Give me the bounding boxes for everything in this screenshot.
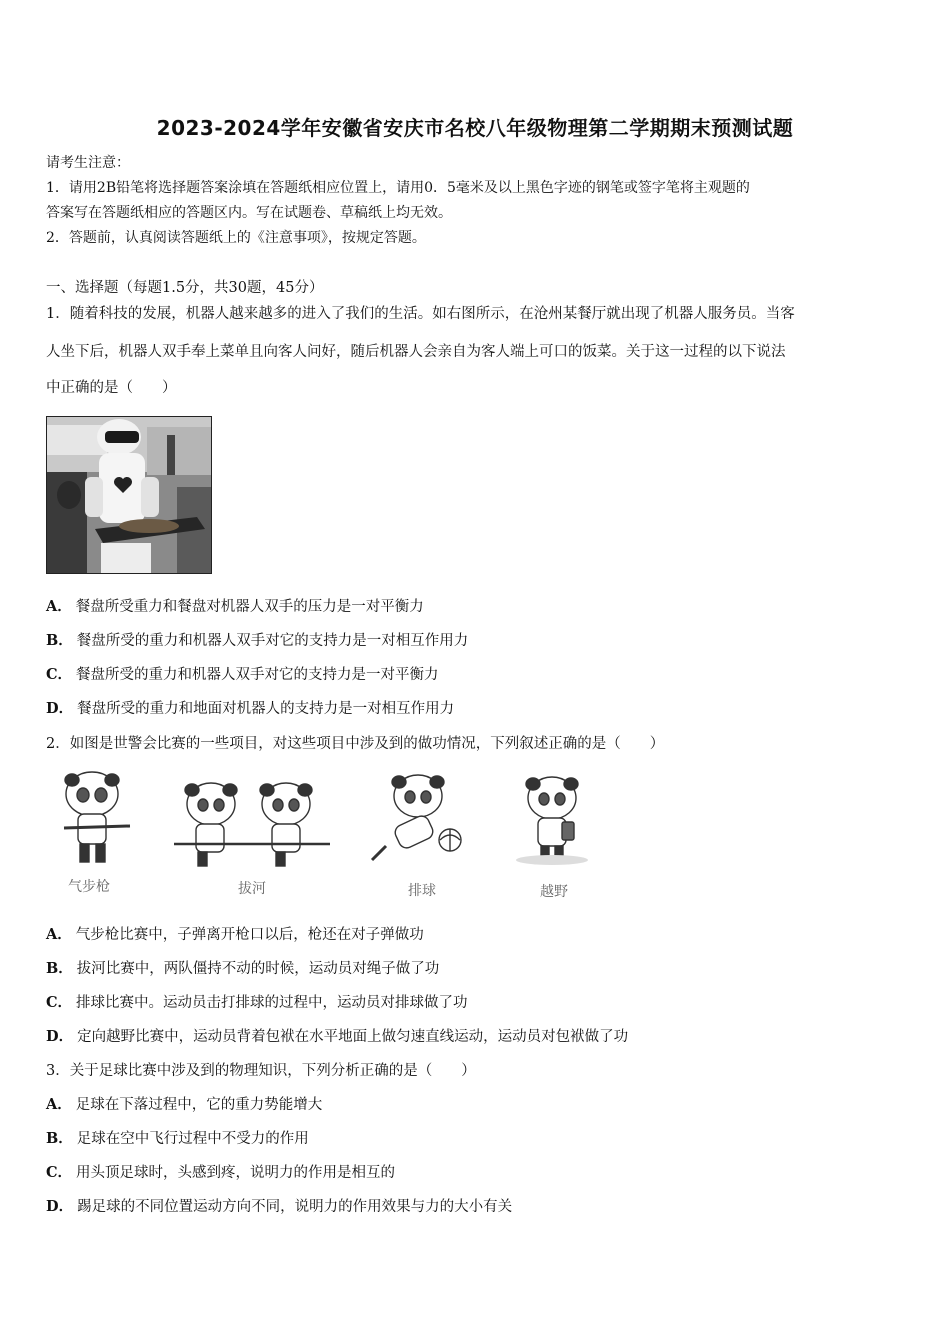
option-letter: A． xyxy=(46,1096,72,1113)
option-text: 足球在下落过程中，它的重力势能增大 xyxy=(75,1097,323,1113)
q2-option-d xyxy=(46,1025,628,1046)
caption-air-rifle: 气步枪 xyxy=(68,879,110,895)
option-text: 餐盘所受的重力和机器人双手对它的支持力是一对相互作用力 xyxy=(76,633,469,649)
q3-option-a xyxy=(46,1093,322,1114)
option-text: 定向越野比赛中，运动员背着包袱在水平地面上做匀速直线运动，运动员对包袱做了功 xyxy=(77,1029,629,1045)
panda-illustrations xyxy=(46,768,606,908)
q2-option-a xyxy=(46,923,424,944)
q1-option-d xyxy=(46,697,454,718)
caption-tug-of-war: 拔河 xyxy=(238,881,266,897)
q1-stem-line-2: 人坐下后，机器人双手奉上菜单且向客人问好，随后机器人会亲自为客人端上可口的饭菜。关于这一过程的以下说法 xyxy=(46,344,786,360)
option-letter: B． xyxy=(46,632,73,649)
notice-heading: 请考生注意： xyxy=(46,155,130,171)
option-letter: A． xyxy=(46,926,72,943)
caption-volleyball: 排球 xyxy=(408,883,436,899)
option-text: 踢足球的不同位置运动方向不同，说明力的作用效果与力的大小有关 xyxy=(77,1199,513,1215)
option-letter: C． xyxy=(46,994,73,1011)
q2-option-b xyxy=(46,957,439,978)
option-letter: D． xyxy=(46,700,74,717)
option-letter: C． xyxy=(46,666,73,683)
option-text: 餐盘所受重力和餐盘对机器人双手的压力是一对平衡力 xyxy=(75,599,424,615)
option-letter: C． xyxy=(46,1164,73,1181)
robot-waiter-illustration xyxy=(47,417,211,573)
volleyball-panda xyxy=(372,775,461,860)
option-letter: D． xyxy=(46,1028,74,1045)
tug-of-war-pandas xyxy=(174,783,330,866)
q3-option-b xyxy=(46,1127,309,1148)
caption-orienteering: 越野 xyxy=(540,884,568,900)
option-letter: B． xyxy=(46,960,73,977)
q1-option-a xyxy=(46,595,424,616)
page-title: 2023-2024学年安徽省安庆市名校八年级物理第二学期期末预测试题 xyxy=(156,116,794,140)
section-heading: 一、选择题（每题1.5分，共30题，45分） xyxy=(46,280,324,296)
q1-stem-line-3: 中正确的是（ ） xyxy=(46,380,177,396)
option-letter: B． xyxy=(46,1130,73,1147)
option-text: 气步枪比赛中，子弹离开枪口以后，枪还在对子弹做功 xyxy=(75,927,424,943)
q3-option-c xyxy=(46,1161,395,1182)
air-rifle-panda xyxy=(64,772,130,862)
q2-option-c xyxy=(46,991,468,1012)
notice-item-1-line-2: 答案写在答题纸相应的答题区内。写在试题卷、草稿纸上均无效。 xyxy=(46,205,452,221)
option-text: 用头顶足球时，头感到疼，说明力的作用是相互的 xyxy=(76,1165,396,1181)
option-text: 餐盘所受的重力和机器人双手对它的支持力是一对平衡力 xyxy=(76,667,439,683)
q1-option-c xyxy=(46,663,439,684)
sports-panda-figures xyxy=(46,768,606,908)
q1-option-b xyxy=(46,629,468,650)
q1-stem-line-1: 1．随着科技的发展，机器人越来越多的进入了我们的生活。如右图所示，在沧州某餐厅就出现了机器人服务员。当客 xyxy=(46,306,795,322)
orienteering-panda xyxy=(516,777,588,865)
q2-stem: 2．如图是世警会比赛的一些项目，对这些项目中涉及到的做功情况，下列叙述正确的是（ ） xyxy=(46,736,665,752)
notice-item-2: 2．答题前，认真阅读答题纸上的《注意事项》，按规定答题。 xyxy=(46,230,426,246)
option-text: 拔河比赛中，两队僵持不动的时候，运动员对绳子做了功 xyxy=(76,961,440,977)
q3-stem: 3．关于足球比赛中涉及到的物理知识，下列分析正确的是（ ） xyxy=(46,1063,476,1079)
option-text: 餐盘所受的重力和地面对机器人的支持力是一对相互作用力 xyxy=(77,701,455,717)
option-text: 足球在空中飞行过程中不受力的作用 xyxy=(76,1131,309,1147)
option-letter: A． xyxy=(46,598,72,615)
notice-item-1-line-1: 1．请用2B铅笔将选择题答案涂填在答题纸相应位置上，请用0．5毫米及以上黑色字迹的钢笔或签字笔将主观题的 xyxy=(46,180,750,196)
robot-waiter-photo xyxy=(46,416,212,574)
option-letter: D． xyxy=(46,1198,74,1215)
q3-option-d xyxy=(46,1195,512,1216)
option-text: 排球比赛中。运动员击打排球的过程中，运动员对排球做了功 xyxy=(76,995,468,1011)
